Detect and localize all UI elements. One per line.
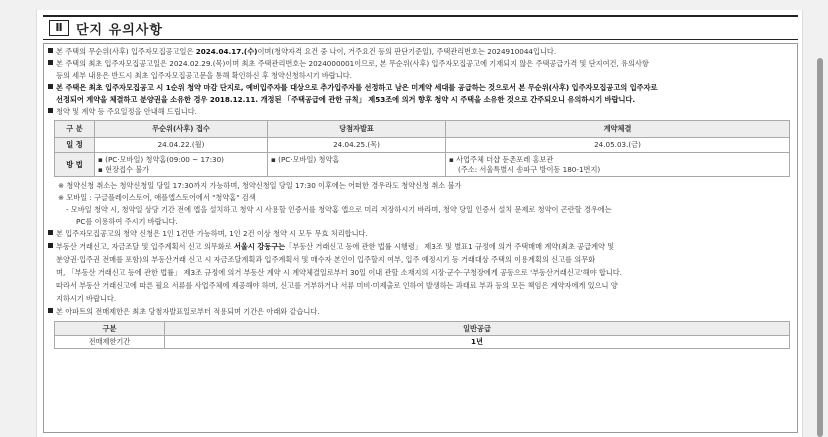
section-number: Ⅱ <box>49 20 69 36</box>
table-row <box>55 153 790 177</box>
bullet-square-icon <box>48 84 53 89</box>
notice-line: 등의 세부 내용은 반드시 최초 입주자모집공고문을 통해 확인하신 후 청약신청하시기 바랍니다. <box>56 71 352 80</box>
scrollbar-thumb[interactable] <box>817 58 823 437</box>
bullet-square-icon <box>48 308 53 313</box>
table-cell: 24.05.03.(금) <box>446 138 790 153</box>
table-header-cell: 구 분 <box>55 121 95 138</box>
table-cell: 전매제한기간 <box>55 336 165 349</box>
notice-line: 본 입주자모집공고의 청약 신청은 1인 1건만 가능하며, 1인 2건 이상 청약 시 모두 무효 처리합니다. <box>48 228 368 240</box>
table-cell: ▪ (PC·모바일) 청약홈(09:00 ~ 17:30) ▪ 현장접수 불가 <box>95 153 268 177</box>
schedule-table <box>54 120 790 177</box>
note-line: ※ 청약신청 취소는 청약신청일 당일 17:30까지 가능하며, 청약신청일 당일 17:30 이후에는 어떠한 경우라도 청약신청 취소 불가 <box>58 181 462 190</box>
notice-box <box>43 43 798 433</box>
note-line: - 모바일 청약 시, 청약일 상당 기간 전에 앱을 설치하고 청약 시 사용할 인증서를 청약홈 앱으로 미리 저장하시기 바라며, 청약 당일 인증서 설치 문제로 청약이 곤란할 경우에는 <box>66 205 612 214</box>
document-page <box>36 10 803 437</box>
table-cell: 방 법 <box>55 153 95 177</box>
notice-line: 부동산 거래신고, 자금조달 및 입주계획서 신고 의무화로 서울시 강동구는「부동산 거래신고 등에 관한 법률 시행령」 제3조 및 별표1 규정에 의거 주택매매 계약(최초 공급계약 및 <box>48 241 614 253</box>
table-header-cell: 당첨자발표 <box>268 121 446 138</box>
notice-line-bold: 본 주택은 최초 입주자모집공고 시 1순위 청약 마감 단지로, 예비입주자를 대상으로 추가입주자를 선정하고 남은 미계약 세대를 공급하는 것으로서 본 무순위(사후) 입주자모집공고의 입주자로 <box>48 82 657 94</box>
bullet-square-icon <box>48 230 53 235</box>
notice-line-bold: 선정되어 계약을 체결하고 분양권을 소유한 경우 2018.12.11. 개정된 「주택공급에 관한 규칙」 제53조에 의거 향후 청약 시 주택을 소유한 것으로 간주되오니 유의하시기 바랍니다. <box>56 95 636 104</box>
bullet-square-icon <box>48 60 53 65</box>
notice-line: 분양권·입주권 전매를 포함)의 부동산거래 신고 시 자금조달계획과 입주계획서 및 매수자 본인이 입주할지 여부, 입주 예정시기 등 거래대상 주택의 이용계획의 신고를 의무화 <box>56 255 596 264</box>
resale-restriction-table <box>54 321 790 349</box>
table-row <box>55 138 790 153</box>
notice-line: 청약 및 계약 등 주요일정을 안내해 드립니다. <box>48 106 197 118</box>
notice-line: 따라서 부동산 거래신고에 따른 필요 서류를 사업주체에 제공해야 하며, 신고를 거부하거나 서류 미비·미제출로 인하여 발생하는 과태료 부과 등의 모든 책임은 계약자에게 있으니 양 <box>56 281 618 290</box>
table-header-row <box>55 121 790 138</box>
notice-line: 며, 「부동산 거래신고 등에 관한 법률」 제3조 규정에 의거 부동산 계약 시 계약체결일로부터 30일 이내 관할 소재지의 시장·군수·구청장에게 공동으로 '부동산거래신고'해야 합니다. <box>56 268 622 277</box>
table-cell: 24.04.25.(목) <box>268 138 446 153</box>
section-title: 단지 유의사항 <box>76 23 163 38</box>
table-header-cell: 구분 <box>55 322 165 336</box>
notice-line: 본 주택의 무순위(사후) 입주자모집공고일은 2024.04.17.(수)이며(청약자격 요건 중 나이, 거주요건 등의 판단기준일), 주택관리번호는 2024910044입니다. <box>48 46 556 58</box>
note-line: PC를 이용하여 주시기 바랍니다. <box>76 217 178 226</box>
bullet-square-icon <box>48 108 53 113</box>
bullet-square-icon <box>48 243 53 248</box>
table-cell: 1년 <box>165 336 790 349</box>
notice-line: 본 아파트의 전매제한은 최초 당첨자발표일로부터 적용되며 기간은 아래와 같습니다. <box>48 306 320 318</box>
table-header-cell: 무순위(사후) 접수 <box>95 121 268 138</box>
note-line: ※ 모바일 : 구글플레이스토어, 애플앱스토어에서 "청약홈" 검색 <box>58 193 256 202</box>
table-cell: ▪ (PC·모바일) 청약홈 <box>268 153 446 177</box>
notice-line: 본 주택의 최초 입주자모집공고일은 2024.02.29.(목)이며 최초 주택관리번호는 2024000001이므로, 본 무순위(사후) 입주자모집공고에 기재되지 않은 주택공급가격 및 단지여건, 유의사항 <box>48 58 649 70</box>
bullet-square-icon <box>48 48 53 53</box>
table-cell: ▪ 사업주체 더샵 둔촌포레 홍보관 (주소: 서울특별시 송파구 방이동 180-1번지) <box>446 153 790 177</box>
table-row <box>55 336 790 349</box>
table-header-cell: 일반공급 <box>165 322 790 336</box>
table-cell: 24.04.22.(월) <box>95 138 268 153</box>
notice-line: 지하시기 바랍니다. <box>56 294 117 303</box>
section-header <box>43 15 798 40</box>
table-cell: 일 정 <box>55 138 95 153</box>
table-header-row <box>55 322 790 336</box>
table-header-cell: 계약체결 <box>446 121 790 138</box>
